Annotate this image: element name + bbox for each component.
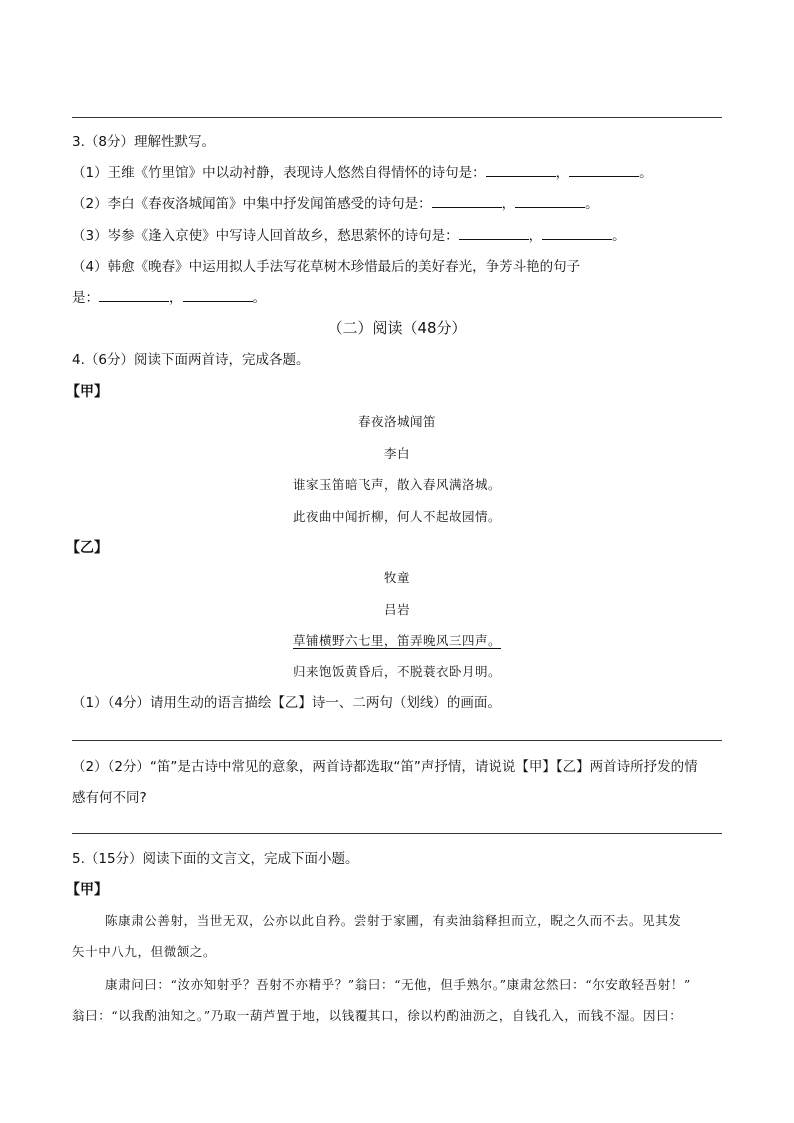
answer-blank[interactable] bbox=[515, 195, 585, 208]
answer-line[interactable] bbox=[72, 833, 722, 834]
answer-blank[interactable] bbox=[459, 227, 529, 240]
q5-jia-label: 【甲】 bbox=[66, 882, 108, 898]
answer-blank[interactable] bbox=[99, 289, 169, 302]
top-divider bbox=[72, 117, 722, 118]
q4-sub2-line1: （2）（2分）“笛”是古诗中常见的意象，两首诗都选取“笛”声抒情，请说说【甲】【乙】两首诗所抒发的情 bbox=[72, 759, 698, 775]
passage-para1-line1: 陈康肃公善射，当世无双，公亦以此自矜。尝射于家圃，有卖油翁释担而立，睨之久而不去。见其发 bbox=[105, 913, 682, 928]
passage-para2-line1: 康肃问曰：“汝亦知射乎？吾射不亦精乎？”翁曰：“无他，但手熟尔。”康肃忿然曰：“尔安敢轻吾射！” bbox=[105, 977, 691, 992]
q3-item-2 bbox=[72, 195, 599, 213]
answer-line[interactable] bbox=[72, 740, 722, 741]
q4-sub1: （1）（4分）请用生动的语言描绘【乙】诗一、二两句（划线）的画面。 bbox=[72, 695, 501, 711]
period: 。 bbox=[612, 228, 626, 244]
period: 。 bbox=[585, 196, 599, 212]
poem1-line-2: 此夜曲中闻折柳，何人不起故园情。 bbox=[292, 509, 501, 524]
separator: ， bbox=[501, 196, 516, 212]
q3-item-4-cont bbox=[72, 289, 266, 307]
q3-item-4: （4）韩愈《晚春》中运用拟人手法写花草树木珍惜最后的美好春光，争芳斗艳的句子 bbox=[72, 259, 581, 275]
q5-title: 5.（15分）阅读下面的文言文，完成下面小题。 bbox=[72, 851, 359, 867]
separator: ， bbox=[169, 290, 183, 306]
section-heading: （二）阅读（48分） bbox=[327, 319, 467, 337]
q3-item-3-text: （3）岑参《逢入京使》中写诗人回首故乡，愁思萦怀的诗句是： bbox=[72, 228, 459, 244]
q3-item-1 bbox=[72, 164, 653, 182]
separator: ， bbox=[528, 228, 543, 244]
q4-sub2-line2: 感有何不同? bbox=[72, 790, 147, 806]
q3-item-3 bbox=[72, 227, 626, 245]
q3-title: 3.（8分）理解性默写。 bbox=[72, 134, 215, 150]
poem1-author: 李白 bbox=[383, 446, 410, 461]
q3-item-2-text: （2）李白《春夜洛城闻笛》中集中抒发闻笛感受的诗句是： bbox=[72, 196, 432, 212]
separator: ， bbox=[555, 165, 570, 181]
poem1-title: 春夜洛城闻笛 bbox=[357, 414, 436, 429]
poem2-title: 牧童 bbox=[383, 570, 410, 585]
q4-jia-label: 【甲】 bbox=[66, 384, 108, 400]
q4-title: 4.（6分）阅读下面两首诗，完成各题。 bbox=[72, 352, 310, 368]
q3-item-4-cont-text: 是： bbox=[72, 290, 99, 306]
poem1-line-1: 谁家玉笛暗飞声，散入春风满洛城。 bbox=[292, 477, 501, 492]
answer-blank[interactable] bbox=[183, 289, 253, 302]
poem2-author: 吕岩 bbox=[383, 602, 410, 617]
poem2-line-1-underlined: 草铺横野六七里，笛弄晚风三四声。 bbox=[292, 633, 501, 648]
q3-item-1-text: （1）王维《竹里馆》中以动衬静，表现诗人悠然自得情怀的诗句是： bbox=[72, 165, 486, 181]
answer-blank[interactable] bbox=[486, 164, 556, 177]
poem2-line-1 bbox=[72, 633, 722, 649]
passage-para1-line2: 矢十中八九，但微颔之。 bbox=[72, 944, 217, 959]
period: 。 bbox=[252, 290, 266, 306]
passage-para2-line2: 翁曰：“以我酌油知之。”乃取一葫芦置于地，以钱覆其口，徐以杓酌油沥之，自钱孔入，而钱不湿。因曰： bbox=[72, 1008, 683, 1023]
poem2-line-2: 归来饱饭黄昏后，不脱蓑衣卧月明。 bbox=[292, 664, 501, 679]
answer-blank[interactable] bbox=[569, 164, 639, 177]
period: 。 bbox=[639, 165, 653, 181]
q4-yi-label: 【乙】 bbox=[66, 540, 108, 556]
answer-blank[interactable] bbox=[542, 227, 612, 240]
answer-blank[interactable] bbox=[432, 195, 502, 208]
